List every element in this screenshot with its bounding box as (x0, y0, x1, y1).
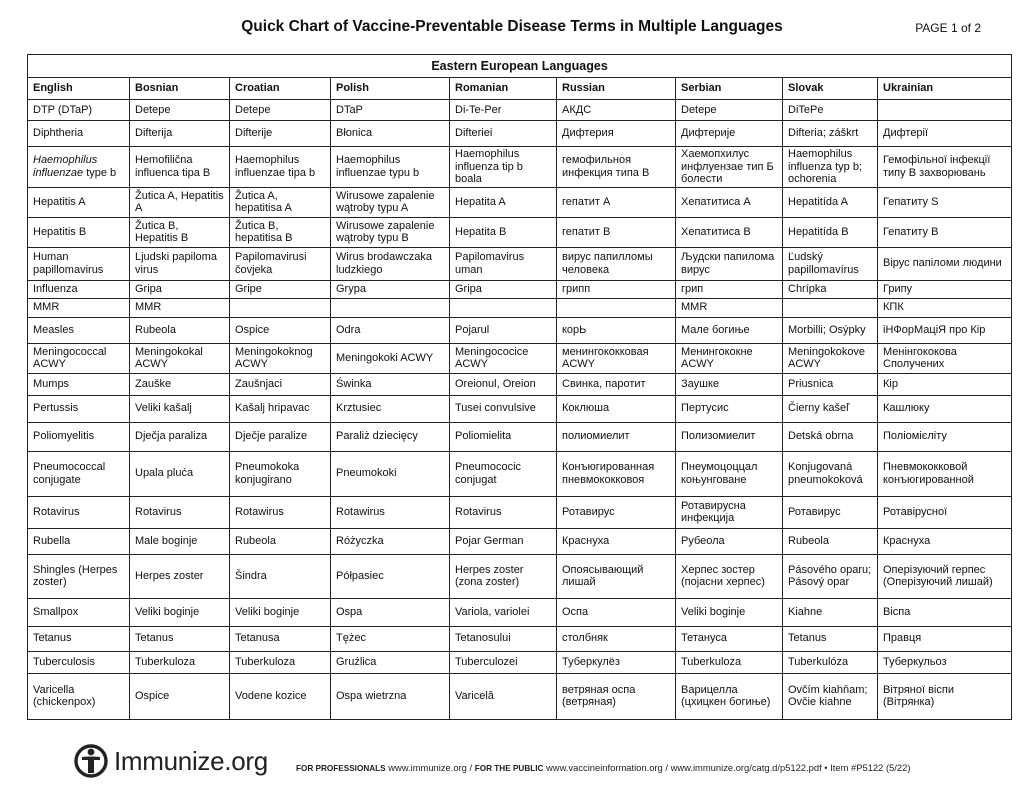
table-row (28, 496, 1012, 528)
translation-cell: Žutica A, hepatitisa A (230, 187, 331, 217)
translation-cell: Hemofilična influenca tipa B (130, 147, 230, 188)
translation-cell: Краснуха (557, 528, 676, 554)
translation-cell (878, 100, 1012, 121)
table-row (28, 343, 1012, 373)
translation-cell: Віспа (878, 598, 1012, 626)
disease-term-cell: Tetanus (28, 626, 130, 651)
translation-cell: Veliki boginje (230, 598, 331, 626)
column-header: Croatian (230, 78, 331, 100)
translation-cell: Tetanus (783, 626, 878, 651)
translation-cell: Zauške (130, 373, 230, 395)
translation-cell: Вітряної віспи (Вітрянка) (878, 673, 1012, 719)
logo-text: Immunize.org (114, 745, 268, 776)
translation-cell: Haemophilus influenzae tipa b (230, 147, 331, 188)
translation-cell: Meningokoki ACWY (331, 343, 450, 373)
translation-cell: Tetanosului (450, 626, 557, 651)
translation-cell: полиомиелит (557, 422, 676, 451)
translation-cell: Дифтерия (557, 121, 676, 147)
footer (0, 737, 1024, 785)
disease-term-cell: Meningococcal ACWY (28, 343, 130, 373)
translation-cell: Konjugovaná pneumokoková (783, 451, 878, 496)
page-number: PAGE 1 of 2 (915, 21, 981, 35)
separator: / (469, 762, 473, 773)
translation-cell: Ospa (331, 598, 450, 626)
translation-cell (557, 298, 676, 317)
translation-cell: Gruźlica (331, 651, 450, 673)
translation-cell: Конъюгированная пневмококковоя (557, 451, 676, 496)
translation-cell: Tuberkuloza (676, 651, 783, 673)
translation-cell: Čierny kašeľ (783, 395, 878, 422)
translation-cell: Žutica A, Hepatitis A (130, 187, 230, 217)
translation-cell: Różyczka (331, 528, 450, 554)
translation-cell: Upala pluća (130, 451, 230, 496)
translation-cell: Варицелла (цхицкен богиње) (676, 673, 783, 719)
translation-cell: Pojarul (450, 317, 557, 343)
table-row (28, 298, 1012, 317)
translation-cell (331, 298, 450, 317)
column-header: Romanian (450, 78, 557, 100)
translation-cell: Ovčím kiahňam; Ovčie kiahne (783, 673, 878, 719)
translation-cell: Ротавирус (557, 496, 676, 528)
page-title: Quick Chart of Vaccine-Preventable Disease Terms in Multiple Languages (241, 18, 783, 35)
translation-cell: Krztusiec (331, 395, 450, 422)
table-row (28, 451, 1012, 496)
translation-cell: Вірус папіломи людини (878, 247, 1012, 280)
translation-cell: КПК (878, 298, 1012, 317)
translation-cell: Tuberkuloza (230, 651, 331, 673)
translation-cell: Meningokoknog ACWY (230, 343, 331, 373)
translation-cell: вирус папилломы человека (557, 247, 676, 280)
translation-cell: Žutica B, hepatitisa B (230, 217, 331, 247)
translation-cell: Свинка, паротит (557, 373, 676, 395)
disease-term-cell: MMR (28, 298, 130, 317)
translation-cell: Rotawirus (331, 496, 450, 528)
translation-cell: Detepe (130, 100, 230, 121)
table-row (28, 528, 1012, 554)
translation-cell: Гепатиту B (878, 217, 1012, 247)
table-row (28, 317, 1012, 343)
translation-cell: Zaušnjaci (230, 373, 331, 395)
translation-cell: Ospice (130, 673, 230, 719)
translation-cell: Di-Te-Per (450, 100, 557, 121)
translation-cell: Пертусис (676, 395, 783, 422)
translation-cell: гемофильноя инфекция типа B (557, 147, 676, 188)
translation-cell: Meningococice ACWY (450, 343, 557, 373)
translation-cell: Świnka (331, 373, 450, 395)
translation-cell: Оперізуючий герпес (Оперізуючий лишай) (878, 554, 1012, 598)
translation-cell: Tężec (331, 626, 450, 651)
translation-cell: Rubeola (783, 528, 878, 554)
translation-cell: Wirus brodawczaka ludzkiego (331, 247, 450, 280)
translation-cell: Oreionul, Oreion (450, 373, 557, 395)
disease-term-cell: Pneumococcal conjugate (28, 451, 130, 496)
translation-cell: Male boginje (130, 528, 230, 554)
disease-term-cell: Smallpox (28, 598, 130, 626)
translation-cell: Odra (331, 317, 450, 343)
disease-term-cell: Hepatitis B (28, 217, 130, 247)
translation-cell: DTaP (331, 100, 450, 121)
translation-cell: Краснуха (878, 528, 1012, 554)
translation-cell: Dječja paraliza (130, 422, 230, 451)
translation-cell: Pojar German (450, 528, 557, 554)
translation-cell: Rotavirus (130, 496, 230, 528)
translation-cell: Pneumococic conjugat (450, 451, 557, 496)
translation-cell: ветряная оспа (ветряная) (557, 673, 676, 719)
translation-cell: Difterija (130, 121, 230, 147)
translation-cell: Ľudský papillomavírus (783, 247, 878, 280)
translation-cell: Менингококне ACWY (676, 343, 783, 373)
translation-cell: Poliomielita (450, 422, 557, 451)
translation-cell: Поліомієліту (878, 422, 1012, 451)
translation-cell (230, 298, 331, 317)
table-row (28, 422, 1012, 451)
translation-cell: Рубеола (676, 528, 783, 554)
table-row (28, 395, 1012, 422)
disease-term-cell: Influenza (28, 280, 130, 298)
translation-cell: Заушке (676, 373, 783, 395)
disease-term-cell: Tuberculosis (28, 651, 130, 673)
translation-cell: грип (676, 280, 783, 298)
translation-cell: столбняк (557, 626, 676, 651)
translation-cell: Papilomavirus uman (450, 247, 557, 280)
translation-cell: Tetanus (130, 626, 230, 651)
translation-cell: Хаемопхилус инфлуензае тип Б болести (676, 147, 783, 188)
column-header: Polish (331, 78, 450, 100)
translation-cell: Tusei convulsive (450, 395, 557, 422)
translation-cell: MMR (130, 298, 230, 317)
table-row (28, 247, 1012, 280)
table-row (28, 121, 1012, 147)
translation-cell: Herpes zoster (zona zoster) (450, 554, 557, 598)
translation-cell: АКДС (557, 100, 676, 121)
translation-cell: Hepatitída A (783, 187, 878, 217)
disease-term-cell: Pertussis (28, 395, 130, 422)
translation-cell: Дифтерије (676, 121, 783, 147)
disease-term-cell: Human papillomavirus (28, 247, 130, 280)
translation-cell: Varicelă (450, 673, 557, 719)
translation-cell: Papilomavirusi čovjeka (230, 247, 331, 280)
professionals-link[interactable]: www.immunize.org (388, 762, 467, 773)
separator: / (665, 762, 668, 773)
translation-cell: Rubeola (130, 317, 230, 343)
translation-cell: Meningokokal ACWY (130, 343, 230, 373)
table-row (28, 673, 1012, 719)
translation-cell: Herpes zoster (130, 554, 230, 598)
translation-cell: Vodene kozice (230, 673, 331, 719)
translation-cell: Kiahne (783, 598, 878, 626)
translation-cell: Кір (878, 373, 1012, 395)
disease-terms-table (27, 54, 1012, 720)
translation-cell: Detepe (676, 100, 783, 121)
translation-cell: Hepatita B (450, 217, 557, 247)
translation-cell: грипп (557, 280, 676, 298)
disease-term-cell: Diphtheria (28, 121, 130, 147)
translation-cell: Пневмококковой конъюгированной (878, 451, 1012, 496)
translation-cell: Pneumokoka konjugirano (230, 451, 331, 496)
table-row (28, 373, 1012, 395)
translation-cell: Ospa wietrzna (331, 673, 450, 719)
translation-cell: Morbilli; Osýpky (783, 317, 878, 343)
translation-cell: Ротавірусної (878, 496, 1012, 528)
translation-cell: гепатит B (557, 217, 676, 247)
disease-term-cell: Rotavirus (28, 496, 130, 528)
translation-cell: Veliki kašalj (130, 395, 230, 422)
translation-cell: корЬ (557, 317, 676, 343)
public-label: FOR THE PUBLIC (474, 764, 544, 773)
translation-cell: Hepatita A (450, 187, 557, 217)
translation-cell: Гемофільної інфекції типу B захворювань (878, 147, 1012, 188)
immunize-logo[interactable] (74, 739, 268, 783)
translation-cell: Tuberkulóza (783, 651, 878, 673)
translation-cell: Коклюша (557, 395, 676, 422)
table-row (28, 147, 1012, 188)
translation-cell: Правця (878, 626, 1012, 651)
table-row (28, 651, 1012, 673)
column-header: Serbian (676, 78, 783, 100)
column-header: English (28, 78, 130, 100)
translation-cell: Грипу (878, 280, 1012, 298)
table-row (28, 626, 1012, 651)
table-row (28, 100, 1012, 121)
table-row (28, 280, 1012, 298)
column-header: Bosnian (130, 78, 230, 100)
translation-cell: Variola, variolei (450, 598, 557, 626)
translation-cell: Pásového oparu; Pásový opar (783, 554, 878, 598)
translation-cell: Rotawirus (230, 496, 331, 528)
translation-cell: гепатит A (557, 187, 676, 217)
translation-cell: Difterije (230, 121, 331, 147)
translation-cell: Priusnica (783, 373, 878, 395)
disease-term-cell: Mumps (28, 373, 130, 395)
translation-cell: Detská obrna (783, 422, 878, 451)
translation-cell: Wirusowe zapalenie wątroby typu B (331, 217, 450, 247)
section-header: Eastern European Languages (28, 55, 1012, 78)
disease-term-cell: Varicella (chickenpox) (28, 673, 130, 719)
translation-cell: Dječje paralize (230, 422, 331, 451)
disease-term-cell: Shingles (Herpes zoster) (28, 554, 130, 598)
translation-cell: Ljudski papiloma virus (130, 247, 230, 280)
table-body (28, 100, 1012, 720)
table-row (28, 187, 1012, 217)
translation-cell: Оспа (557, 598, 676, 626)
translation-cell: Tetanusa (230, 626, 331, 651)
translation-cell: Тетануса (676, 626, 783, 651)
translation-cell: Гепатиту S (878, 187, 1012, 217)
translation-cell: Haemophilus influenzae typu b (331, 147, 450, 188)
translation-cell: Полизомиелит (676, 422, 783, 451)
professionals-label: FOR PROFESSIONALS (296, 764, 386, 773)
translation-cell: Veliki boginje (676, 598, 783, 626)
disease-term-cell: Poliomyelitis (28, 422, 130, 451)
translation-cell: Hepatitída B (783, 217, 878, 247)
translation-cell: Kašalj hripavac (230, 395, 331, 422)
translation-cell: Дифтерії (878, 121, 1012, 147)
translation-cell: Žutica B, Hepatitis B (130, 217, 230, 247)
translation-cell: Meningokokove ACWY (783, 343, 878, 373)
disease-term-cell: Measles (28, 317, 130, 343)
table-row (28, 217, 1012, 247)
table-row (28, 554, 1012, 598)
translation-cell: Rubeola (230, 528, 331, 554)
translation-cell: Rotavirus (450, 496, 557, 528)
translation-cell: Haemophilus influenza typ b; ochorenia (783, 147, 878, 188)
translation-cell: Хепатитиса A (676, 187, 783, 217)
disease-term-cell: DTP (DTaP) (28, 100, 130, 121)
translation-cell: Difteriei (450, 121, 557, 147)
translation-cell: Półpasiec (331, 554, 450, 598)
public-link[interactable]: www.vaccineinformation.org (546, 762, 663, 773)
translation-cell: Пнеумоцоццал коњунговане (676, 451, 783, 496)
translation-cell: Błonica (331, 121, 450, 147)
translation-cell: Difteria; záškrt (783, 121, 878, 147)
translation-cell: Paraliż dziecięcy (331, 422, 450, 451)
translation-cell: Haemophilus influenza tip b boala (450, 147, 557, 188)
translation-cell: Tuberkuloza (130, 651, 230, 673)
translation-cell: Gripe (230, 280, 331, 298)
column-header: Slovak (783, 78, 878, 100)
translation-cell: іНФорМаціЯ про Кір (878, 317, 1012, 343)
translation-cell: Херпес зостер (појасни херпес) (676, 554, 783, 598)
translation-cell (783, 298, 878, 317)
translation-cell: Pneumokoki (331, 451, 450, 496)
translation-cell: Wirusowe zapalenie wątroby typu A (331, 187, 450, 217)
translation-cell: Кашлюку (878, 395, 1012, 422)
translation-cell: Veliki boginje (130, 598, 230, 626)
column-header: Russian (557, 78, 676, 100)
translation-cell (450, 298, 557, 317)
translation-cell: DiTePe (783, 100, 878, 121)
disease-term-cell: Hepatitis A (28, 187, 130, 217)
translation-cell: Туберкульоз (878, 651, 1012, 673)
column-header: Ukrainian (878, 78, 1012, 100)
disease-term-cell: Haemophilus influenzae type b (28, 147, 130, 188)
item-reference: www.immunize.org/catg.d/p5122.pdf • Item #P5122 (5/22) (670, 762, 911, 773)
table-row (28, 598, 1012, 626)
disease-term-cell: Rubella (28, 528, 130, 554)
translation-cell: Хепатитиса B (676, 217, 783, 247)
translation-cell: Detepe (230, 100, 331, 121)
translation-cell: Šindra (230, 554, 331, 598)
translation-cell: Tuberculozei (450, 651, 557, 673)
translation-cell: Ротавирусна инфекција (676, 496, 783, 528)
translation-cell: Grypa (331, 280, 450, 298)
translation-cell: Ротавирус (783, 496, 878, 528)
translation-cell: Менінгококова Сполучених (878, 343, 1012, 373)
translation-cell: Мале богиње (676, 317, 783, 343)
immunize-person-icon (74, 743, 108, 779)
translation-cell: Gripa (450, 280, 557, 298)
translation-cell: Туберкулёз (557, 651, 676, 673)
translation-cell: Gripa (130, 280, 230, 298)
column-header-row (28, 78, 1012, 100)
translation-cell: Опоясывающий лишай (557, 554, 676, 598)
translation-cell: Chrípka (783, 280, 878, 298)
translation-cell: MMR (676, 298, 783, 317)
translation-cell: Људски папилома вирус (676, 247, 783, 280)
translation-cell: Ospice (230, 317, 331, 343)
translation-cell: менингококковая ACWY (557, 343, 676, 373)
footer-links (296, 762, 910, 773)
